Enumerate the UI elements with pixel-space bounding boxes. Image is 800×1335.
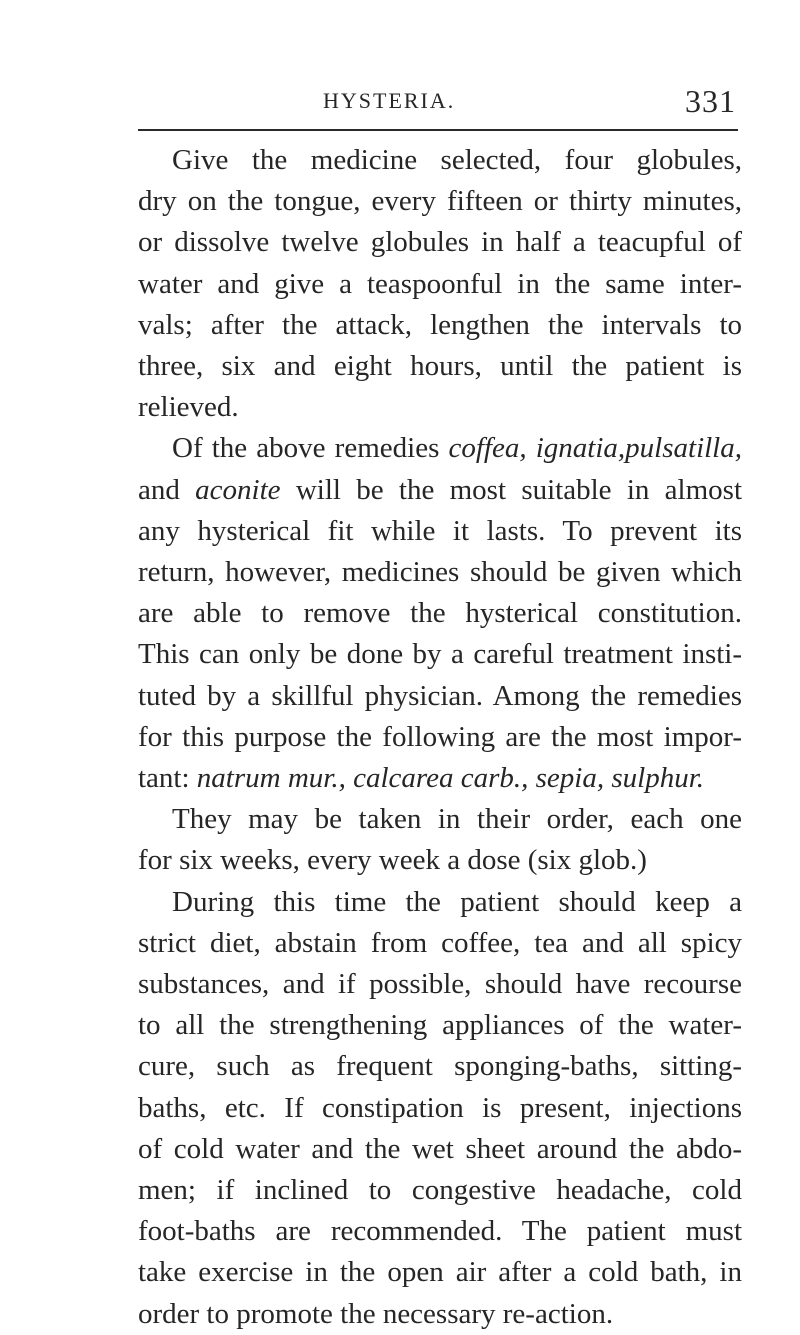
- italic-remedy-name: coffea, ignatia,pulsatilla,: [448, 432, 742, 465]
- text-line: [138, 470, 742, 511]
- text-line: foot-baths are recommended. The patient must: [138, 1215, 742, 1248]
- text-line: strict diet, abstain from coffee, tea and all spicy: [138, 926, 742, 959]
- text-line: Give the medicine selected, four globules,: [172, 144, 742, 176]
- text-line: dry on the tongue, every fifteen or thirty minutes,: [138, 185, 742, 218]
- text-line: order to promote the necessary re-action.: [138, 1297, 614, 1330]
- text-line: for this purpose the following are the most impor-: [138, 720, 742, 753]
- text-line: substances, and if possible, should have recourse: [138, 968, 742, 1001]
- text-line: to all the strengthening appliances of the water-: [138, 1009, 742, 1042]
- page-number: 331: [685, 83, 736, 119]
- text-line: any hysterical fit while it lasts. To prevent its: [138, 514, 742, 547]
- text-segment: will be the most suitable in almost: [280, 473, 742, 506]
- body-text: [138, 140, 742, 1335]
- text-line: are able to remove the hysterical constitution.: [138, 597, 742, 630]
- text-line: water and give a teaspoonful in the same inter-: [138, 267, 742, 300]
- text-line: They may be taken in their order, each one: [172, 803, 742, 836]
- italic-remedy-name: aconite: [195, 473, 281, 506]
- text-line: During this time the patient should keep a: [172, 885, 742, 918]
- text-line: vals; after the attack, lengthen the intervals to: [138, 308, 742, 341]
- running-title: HYSTERIA.: [323, 88, 456, 113]
- text-line: [138, 428, 742, 469]
- text-line: tuted by a skillful physician. Among the remedies: [138, 679, 742, 712]
- text-line: for six weeks, every week a dose (six glob.): [138, 844, 647, 877]
- text-segment: tant:: [138, 762, 197, 795]
- italic-remedy-name: natrum mur., calcarea carb., sepia, sulphur.: [196, 762, 705, 795]
- text-line: This can only be done by a careful treatment insti-: [138, 638, 742, 671]
- text-line: men; if inclined to congestive headache, cold: [138, 1174, 742, 1207]
- text-line: three, six and eight hours, until the patient is: [138, 350, 742, 383]
- text-line: return, however, medicines should be given which: [138, 556, 742, 589]
- text-line: of cold water and the wet sheet around the abdo-: [138, 1132, 742, 1165]
- text-line: cure, such as frequent sponging-baths, sitting-: [138, 1050, 742, 1083]
- text-line: or dissolve twelve globules in half a teacupful of: [138, 226, 742, 259]
- text-line: [138, 758, 742, 799]
- text-line: take exercise in the open air after a cold bath, in: [138, 1256, 742, 1289]
- text-line: baths, etc. If constipation is present, injections: [138, 1091, 742, 1124]
- header-rule: [138, 129, 738, 131]
- text-line: relieved.: [138, 391, 239, 424]
- text-segment: and: [138, 473, 196, 506]
- text-segment: Of the above remedies: [172, 432, 449, 465]
- page-header: [138, 83, 742, 122]
